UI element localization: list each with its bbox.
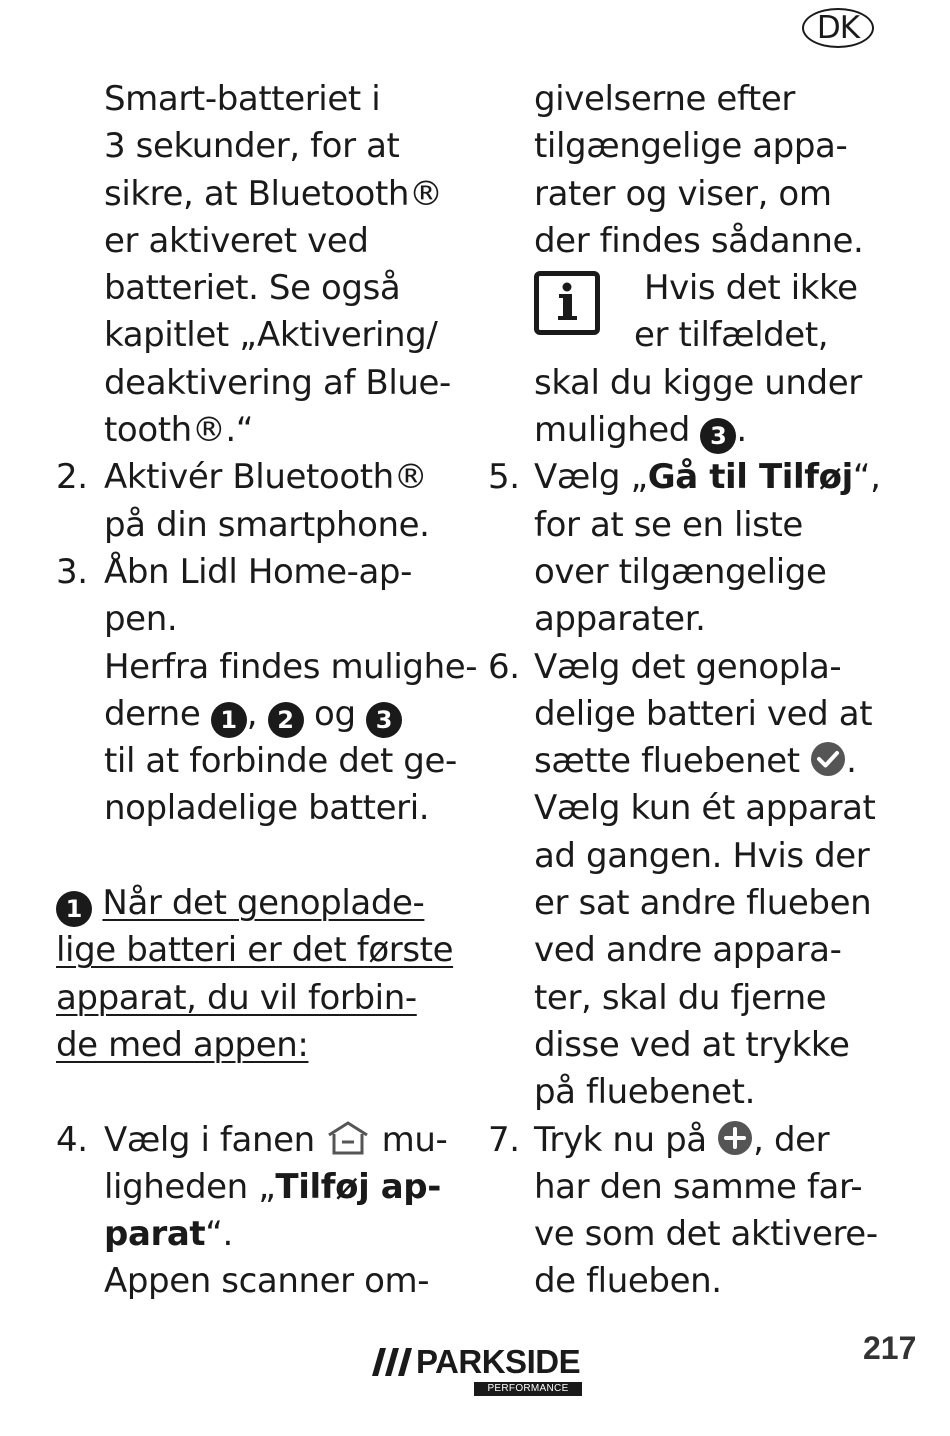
step-number: 2. [56, 457, 88, 498]
text: Hvis det ikke [644, 268, 858, 309]
step-3 [56, 549, 456, 596]
option-1-marker: 1 [56, 891, 92, 927]
language-badge [802, 8, 874, 48]
page-number: 217 [863, 1330, 917, 1366]
text-line: batteriet. Se også [104, 268, 401, 309]
text: sætte fluebenet [534, 741, 800, 782]
step-number: 3. [56, 551, 88, 592]
text: Vælg „ [534, 457, 648, 498]
heading-text: Når det genoplade- [102, 883, 425, 924]
step-2 [56, 454, 456, 501]
language-code: DK [816, 10, 860, 46]
text: Vælg det genopla- [534, 646, 842, 687]
text-line: ad gangen. Hvis der [534, 835, 870, 876]
add-plus-icon [717, 1120, 753, 1156]
text-line: delige batteri ved at [534, 693, 873, 734]
step-text: Åbn Lidl Home-ap- [104, 551, 412, 592]
step-text: Aktivér Bluetooth® [104, 457, 428, 498]
text-line: er aktiveret ved [104, 220, 369, 261]
option-2-marker: 2 [268, 702, 304, 738]
text-line: tooth®.“ [104, 410, 254, 451]
text-line: apparater. [534, 599, 706, 640]
text-line: 3 sekunder, for at [104, 126, 400, 167]
step-7 [488, 1117, 908, 1164]
text-line: pen. [104, 599, 178, 640]
step-number: 4. [56, 1119, 88, 1160]
text-line: givelserne efter [534, 79, 795, 119]
text: “. [205, 1214, 233, 1255]
brand-name: PARKSIDE [416, 1343, 581, 1380]
text-line: skal du kigge under [534, 362, 862, 403]
text-line: Vælg kun ét apparat [534, 788, 876, 829]
info-note-line [488, 265, 908, 312]
text: , der [753, 1119, 830, 1160]
text-line: er sat andre flueben [534, 883, 872, 924]
text: mu- [381, 1119, 448, 1160]
text-line: deaktivering af Blue- [104, 362, 451, 403]
text: Tryk nu på [534, 1119, 707, 1160]
heading-line [56, 927, 456, 974]
text-line: der findes sådanne. [534, 220, 864, 261]
text-line [56, 1164, 456, 1211]
step-number: 5. [488, 457, 520, 498]
text-line: nopladelige batteri. [104, 788, 430, 829]
text: “, [852, 457, 881, 498]
text: og [314, 693, 356, 734]
text: . [736, 410, 747, 451]
bold-text: Gå til Tilføj [647, 457, 853, 498]
text: , [246, 693, 258, 734]
bold-text: parat [104, 1214, 206, 1255]
step-4 [56, 1117, 456, 1164]
option-1-marker: 1 [211, 702, 247, 738]
option-3-marker: 3 [366, 702, 402, 738]
text-line: disse ved at trykke [534, 1024, 850, 1065]
text-line: ved andre appara- [534, 930, 842, 971]
text-line: Appen scanner om- [104, 1261, 430, 1302]
text: ligheden „ [104, 1166, 276, 1207]
text: . [846, 741, 857, 782]
left-column [56, 76, 478, 1306]
text-line: er tilfældet, [634, 315, 829, 356]
step-number: 7. [488, 1119, 520, 1160]
text-line: Herfra findes mulighe- [104, 646, 478, 687]
text-line: rater og viser, om [534, 173, 832, 214]
step-5 [488, 454, 908, 501]
heading-text: lige batteri er det første [56, 930, 454, 971]
text-line: ve som det aktivere- [534, 1214, 878, 1255]
text: mulighed [534, 410, 690, 451]
home-tab-icon [325, 1120, 371, 1156]
text-line: har den samme far- [534, 1166, 863, 1207]
right-column [488, 76, 908, 1306]
sub-brand: PERFORMANCE [474, 1382, 582, 1396]
text-line: for at se en liste [534, 504, 803, 545]
heading-text: apparat, du vil forbin- [56, 977, 417, 1018]
text-line: sikre, at Bluetooth® [104, 173, 443, 214]
option-3-marker: 3 [700, 418, 736, 454]
options-line [56, 691, 456, 738]
checkmark-icon [810, 741, 846, 777]
bold-text: Tilføj ap- [275, 1166, 441, 1207]
text-line: kapitlet „Aktivering/ [104, 315, 438, 356]
heading-line [56, 975, 456, 1022]
text: Vælg i fanen [104, 1119, 315, 1160]
text-line: over tilgængelige [534, 551, 827, 592]
step-6 [488, 644, 908, 691]
logo-stripes-icon [372, 1348, 414, 1378]
text-line: tilgængelige appa- [534, 126, 848, 167]
text: derne [104, 693, 201, 734]
text-line [488, 738, 908, 785]
text-line [56, 1211, 456, 1258]
text-line: Smart-batteriet i [104, 79, 381, 119]
heading-line [56, 1022, 456, 1069]
option-1-heading [56, 880, 456, 927]
step-number: 6. [488, 646, 520, 687]
text-line [488, 407, 908, 454]
text-line: de flueben. [534, 1261, 722, 1302]
parkside-logo [372, 1342, 584, 1398]
text-line: på fluebenet. [534, 1072, 756, 1113]
text-line: til at forbinde det ge- [104, 741, 457, 782]
text-line: på din smartphone. [104, 504, 430, 545]
heading-text: de med appen: [56, 1024, 309, 1065]
text-line: ter, skal du fjerne [534, 977, 827, 1018]
